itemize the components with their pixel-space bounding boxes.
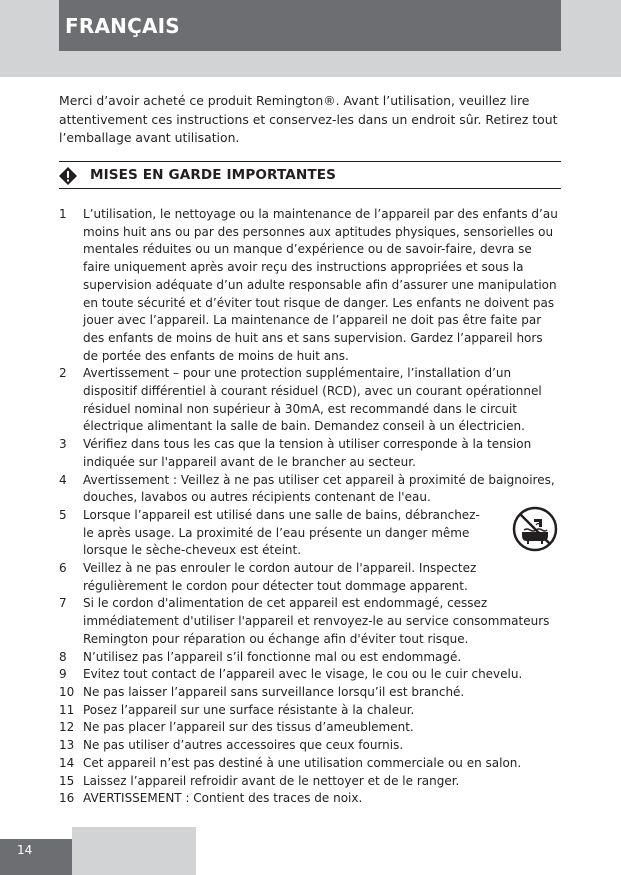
item-number: 12 <box>59 720 75 735</box>
list-item <box>59 755 561 773</box>
list-item <box>59 560 561 595</box>
item-text: Ne pas laisser l’appareil sans surveillance lorsqu’il est branché. <box>83 684 465 699</box>
item-number: 14 <box>59 755 75 770</box>
item-text: Si le cordon d'alimentation de cet appareil est endommagé, cessez immédiatement d'utiliser l'appareil et renvoyez-le au service consommateurs Remington pour réparation ou échange afin d'éviter tout risque. <box>83 596 550 646</box>
list-item <box>59 719 561 737</box>
item-text: Avertissement : Veillez à ne pas utiliser cet appareil à proximité de baignoires, douches, lavabos ou autres récipients contenant de l'eau. <box>83 472 555 505</box>
list-item <box>59 649 561 667</box>
section-rule-top <box>59 161 561 162</box>
item-number: 7 <box>59 596 67 611</box>
list-item <box>59 206 561 365</box>
item-number: 15 <box>59 773 75 788</box>
list-item <box>59 773 561 791</box>
section-title: MISES EN GARDE IMPORTANTES <box>90 167 337 183</box>
page-number: 14 <box>17 843 33 857</box>
item-text: Cet appareil n’est pas destiné à une utilisation commerciale ou en salon. <box>83 755 522 770</box>
item-text: Ne pas placer l’appareil sur des tissus d’ameublement. <box>83 720 414 735</box>
list-item <box>59 595 561 648</box>
item-number: 2 <box>59 366 67 381</box>
item-number: 9 <box>59 667 67 682</box>
item-number: 3 <box>59 437 67 452</box>
item-number: 10 <box>59 684 75 699</box>
list-item <box>59 684 561 702</box>
item-text: N’utilisez pas l’appareil s’il fonctionne mal ou est endommagé. <box>83 649 462 664</box>
item-number: 16 <box>59 791 75 806</box>
list-item <box>59 790 561 808</box>
item-text: Lorsque l’appareil est utilisé dans une salle de bains, débranchez-le après usage. La proximité de l’eau présente un danger même lorsque le sèche-cheveux est éteint. <box>83 507 480 558</box>
list-item <box>59 702 561 720</box>
section-rule-bottom <box>59 188 561 189</box>
item-number: 13 <box>59 738 75 753</box>
list-item <box>59 365 561 436</box>
item-text: Laissez l’appareil refroidir avant de le nettoyer et de le ranger. <box>83 773 460 788</box>
list-item <box>59 666 561 684</box>
item-text: Avertissement – pour une protection supplémentaire, l’installation d’un dispositif différentiel à courant résiduel (RCD), avec un courant opérationnel résiduel nominal non supérieur à 30mA, est recommandé dans le circuit électrique alimentant la salle de bain. Demandez conseil à un électricien. <box>83 366 542 434</box>
warning-icon <box>59 167 77 185</box>
no-bath-icon <box>512 506 558 552</box>
item-number: 8 <box>59 649 67 664</box>
item-number: 11 <box>59 702 75 717</box>
language-title: FRANÇAIS <box>65 14 180 38</box>
footer-band <box>72 827 196 875</box>
list-item <box>59 737 561 755</box>
list-item <box>59 507 561 560</box>
item-text: L’utilisation, le nettoyage ou la maintenance de l’appareil par des enfants d’au moins huit ans ou par des personnes aux aptitudes physiques, sensorielles ou mentales réduites ou un manque d’expérience ou de savoir-faire, devra se faire uniquement après avoir reçu des instructions appropriées et sous la supervision adéquate d’un adulte responsable afin d’assurer une manipulation en toute sécurité et d’éviter tout risque de danger. Les enfants ne doivent pas jouer avec l’appareil. La maintenance de l’appareil ne doit pas être faite par des enfants de moins de huit ans et sans supervision. Gardez l’appareil hors de portée des enfants de moins de huit ans. <box>83 207 558 363</box>
item-number: 1 <box>59 207 67 221</box>
item-text: Evitez tout contact de l’appareil avec le visage, le cou ou le cuir chevelu. <box>83 667 523 682</box>
list-item <box>59 436 561 471</box>
page-number-box <box>0 839 72 875</box>
item-text: Posez l’appareil sur une surface résistante à la chaleur. <box>83 702 415 717</box>
item-number: 4 <box>59 472 67 487</box>
intro-paragraph: Merci d’avoir acheté ce produit Remington®. Avant l’utilisation, veuillez lire attentivement ces instructions et conservez-les dans un endroit sûr. Retirez tout l’emballage avant utilisation. <box>59 93 558 145</box>
list-item <box>59 472 561 507</box>
item-number: 5 <box>59 507 67 522</box>
item-text: AVERTISSEMENT : Contient des traces de noix. <box>83 791 363 806</box>
item-text: Ne pas utiliser d’autres accessoires que ceux fournis. <box>83 738 404 753</box>
warning-list <box>59 206 561 808</box>
item-text: Veillez à ne pas enrouler le cordon autour de l'appareil. Inspectez régulièrement le cordon pour détecter tout dommage apparent. <box>83 561 477 593</box>
item-text: Vérifiez dans tous les cas que la tension à utiliser corresponde à la tension indiquée sur l'appareil avant de le brancher au secteur. <box>83 437 532 469</box>
item-number: 6 <box>59 561 67 576</box>
